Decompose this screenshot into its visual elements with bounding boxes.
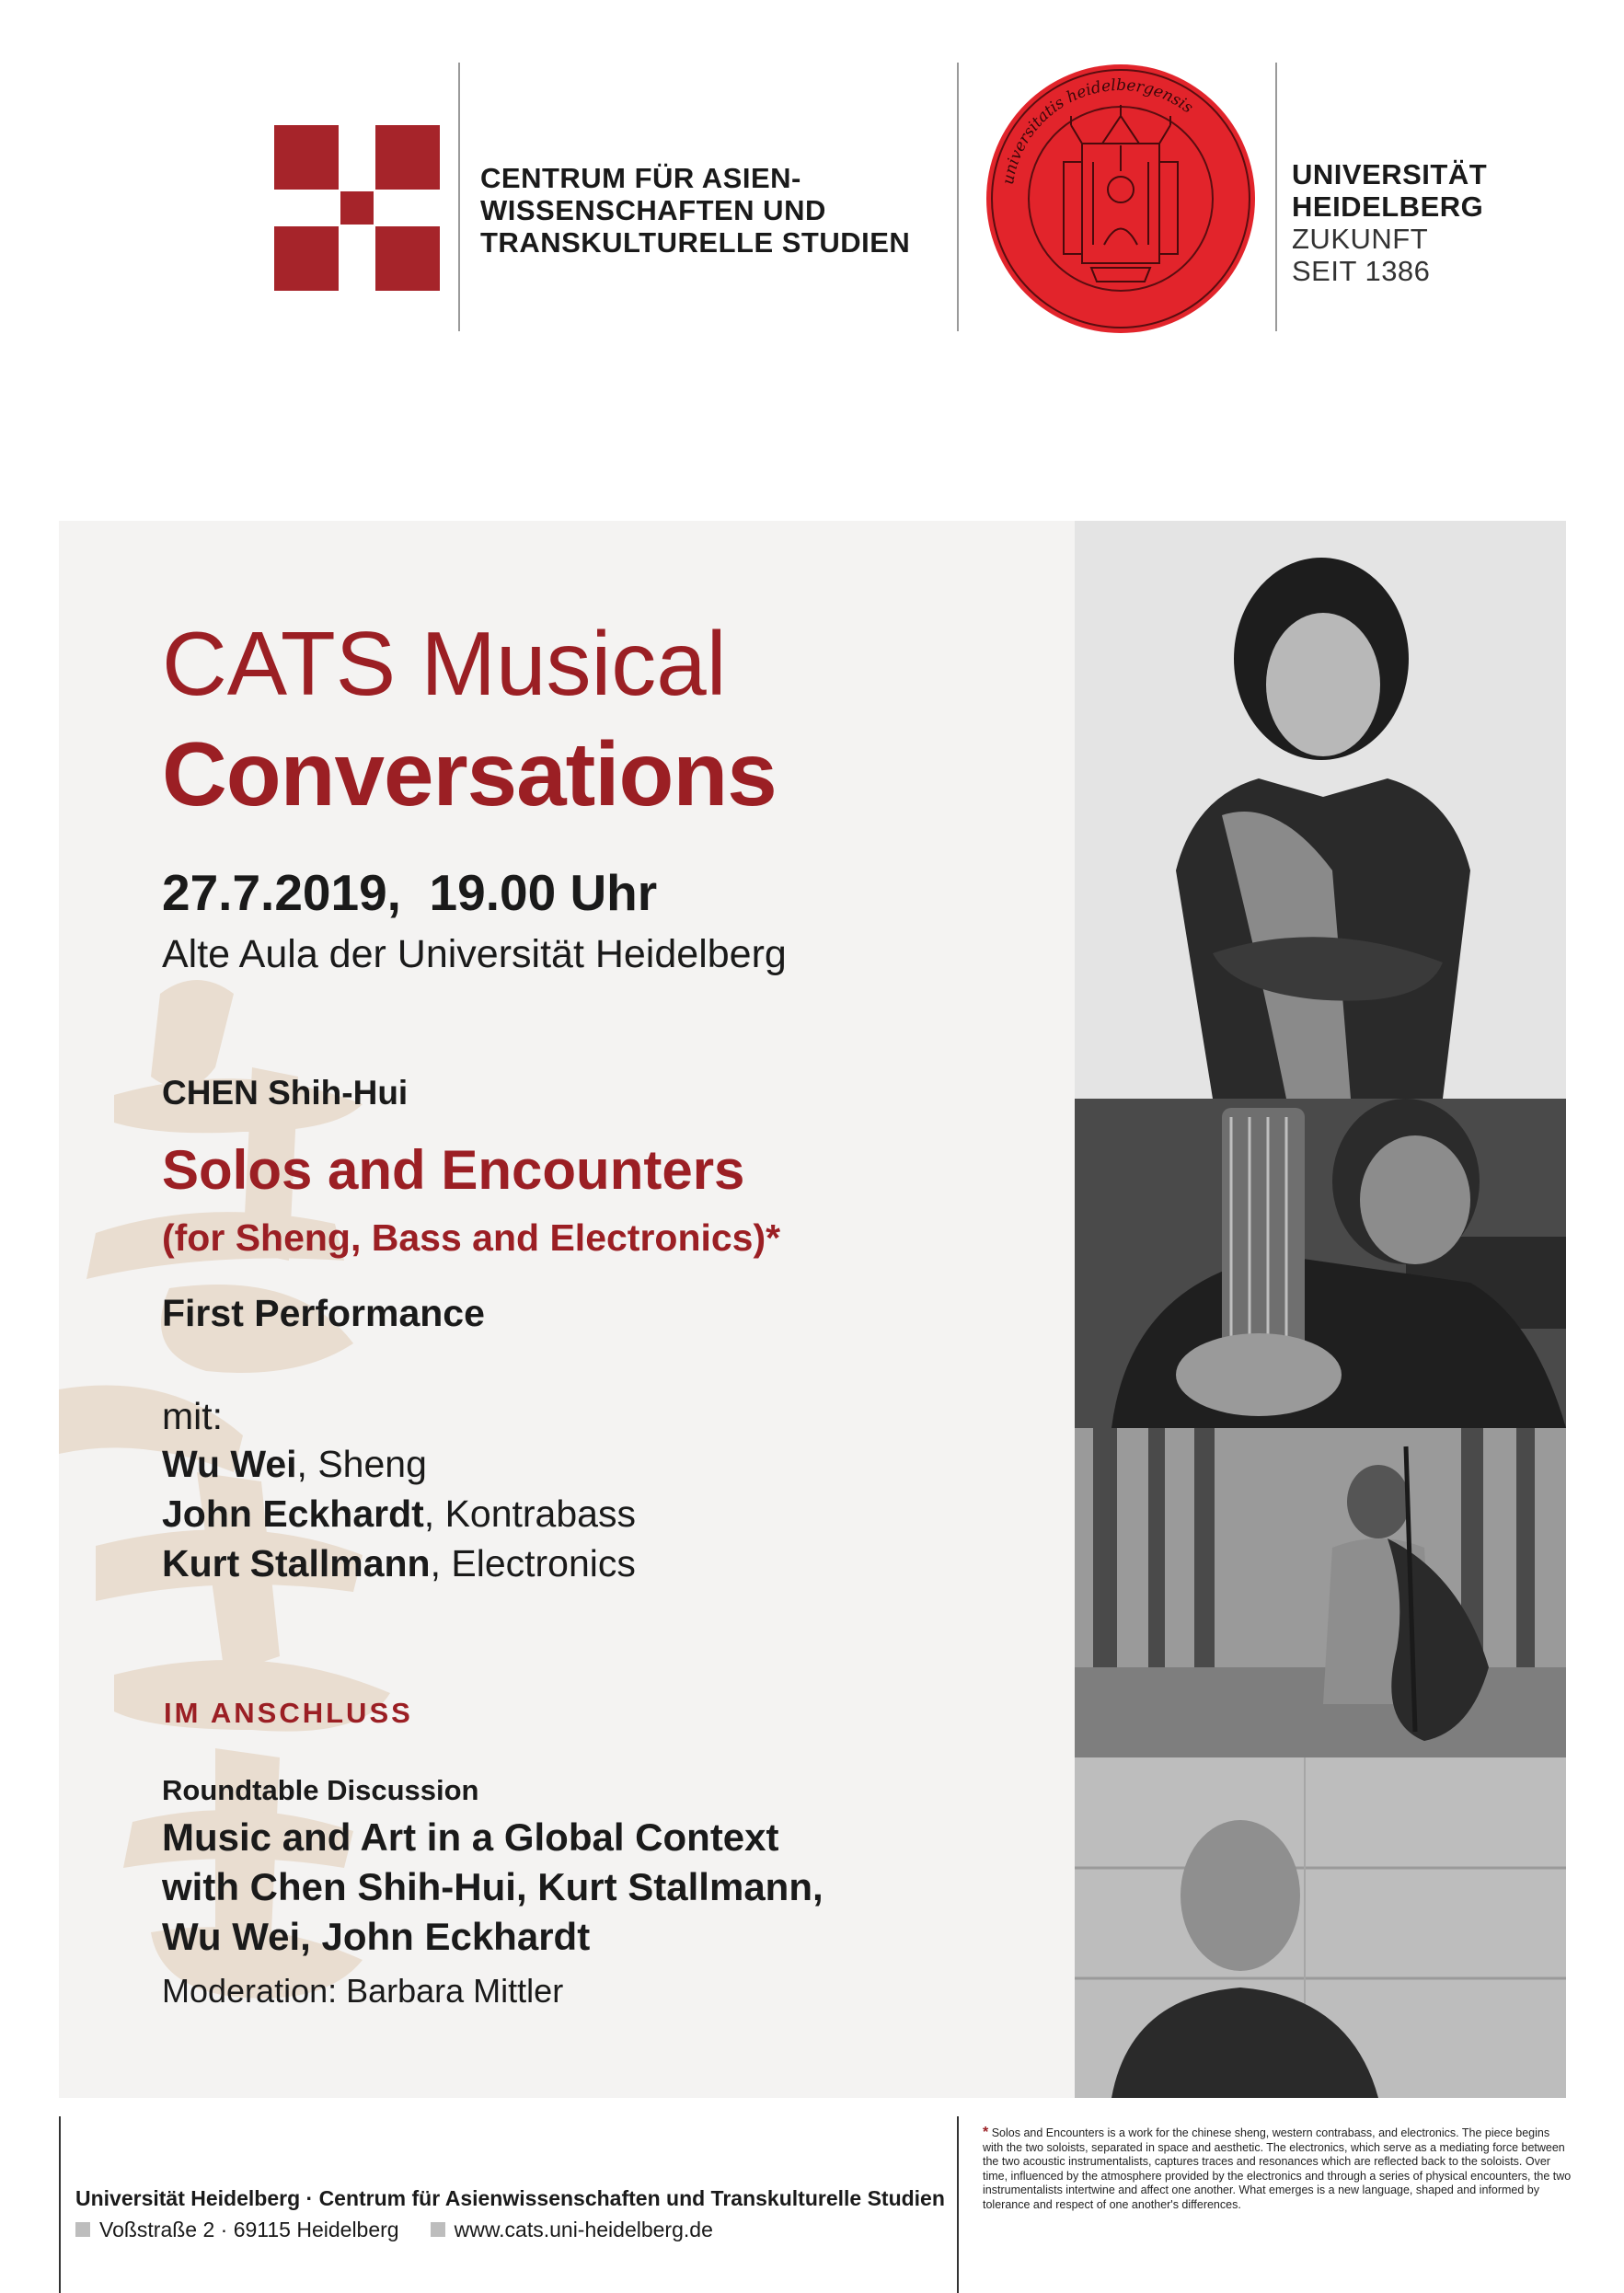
- work-title: Solos and Encounters: [162, 1139, 745, 1201]
- footer-website-link[interactable]: www.cats.uni-heidelberg.de: [454, 2218, 713, 2241]
- followup-heading: IM ANSCHLUSS: [164, 1697, 413, 1729]
- work-subtitle: (for Sheng, Bass and Electronics)*: [162, 1216, 781, 1259]
- with-label: mit:: [162, 1395, 224, 1437]
- roundtable-title: Music and Art in a Global Context with Chen Shih-Hui, Kurt Stallmann, Wu Wei, John Eckhardt: [162, 1815, 824, 1958]
- footnote-marker: *: [983, 2125, 989, 2140]
- composer-name: CHEN Shih-Hui: [162, 1074, 409, 1112]
- photo-chen-shih-hui: [1075, 521, 1566, 1099]
- footer-organization: Universität Heidelberg · Centrum für Asienwissenschaften und Transkulturelle Studien: [75, 2186, 945, 2210]
- header-divider: [458, 63, 460, 331]
- moderation-credit: Moderation: Barbara Mittler: [162, 1972, 564, 2010]
- performer-photos: [1075, 521, 1566, 2098]
- svg-text:universitatis heidelbergensis: universitatis heidelbergensis: [999, 75, 1197, 187]
- cats-logo-icon: [274, 125, 440, 291]
- footnote-text: Solos and Encounters is a work for the chinese sheng, western contrabass, and electronics. The piece begins with the two soloists, separated in space and aesthetic. The electronics, which serve as a mediating force between the two acoustic instrumentalists, captures traces and resonances which are reflected back to the soloists. Over time, influenced by the atmosphere provided by the electronics and through a series of physical encounters, the two instrumentalists intertwine and affect one another. What emerges is a new language, shaped and informed by tolerance and respect of one another's differences.: [983, 2126, 1572, 2211]
- performer-item: Kurt Stallmann, Electronics: [162, 1542, 636, 1584]
- performance-note: First Performance: [162, 1292, 485, 1334]
- footnote: [983, 2126, 1572, 2212]
- footer-divider: [957, 2116, 959, 2293]
- header-divider: [957, 63, 959, 331]
- university-name: UNIVERSITÄT HEIDELBERG ZUKUNFT SEIT 1386: [1292, 158, 1488, 287]
- event-date-time: 27.7.2019, 19.00 Uhr: [162, 864, 658, 921]
- performer-item: John Eckhardt, Kontrabass: [162, 1492, 636, 1535]
- performer-list: [162, 1439, 636, 1588]
- roundtable-label: Roundtable Discussion: [162, 1774, 479, 1806]
- photo-kurt-stallmann: [1075, 1757, 1566, 2098]
- performer-item: Wu Wei, Sheng: [162, 1443, 427, 1485]
- photo-john-eckhardt: [1075, 1428, 1566, 1757]
- event-title-line2: Conversations: [162, 723, 777, 824]
- event-title-line1: CATS Musical: [162, 613, 727, 714]
- footer-contact: [75, 2216, 713, 2243]
- university-seal-icon: [983, 61, 1259, 337]
- event-venue: Alte Aula der Universität Heidelberg: [162, 932, 787, 976]
- header-divider: [1275, 63, 1277, 331]
- bullet-square-icon: [75, 2222, 90, 2237]
- footer-address: Voßstraße 2 · 69115 Heidelberg: [99, 2218, 399, 2241]
- photo-wu-wei: [1075, 1099, 1566, 1428]
- cats-institute-name: CENTRUM FÜR ASIEN- WISSENSCHAFTEN UND TRANSKULTURELLE STUDIEN: [480, 162, 911, 259]
- footer-divider: [59, 2116, 61, 2293]
- bullet-square-icon: [431, 2222, 445, 2237]
